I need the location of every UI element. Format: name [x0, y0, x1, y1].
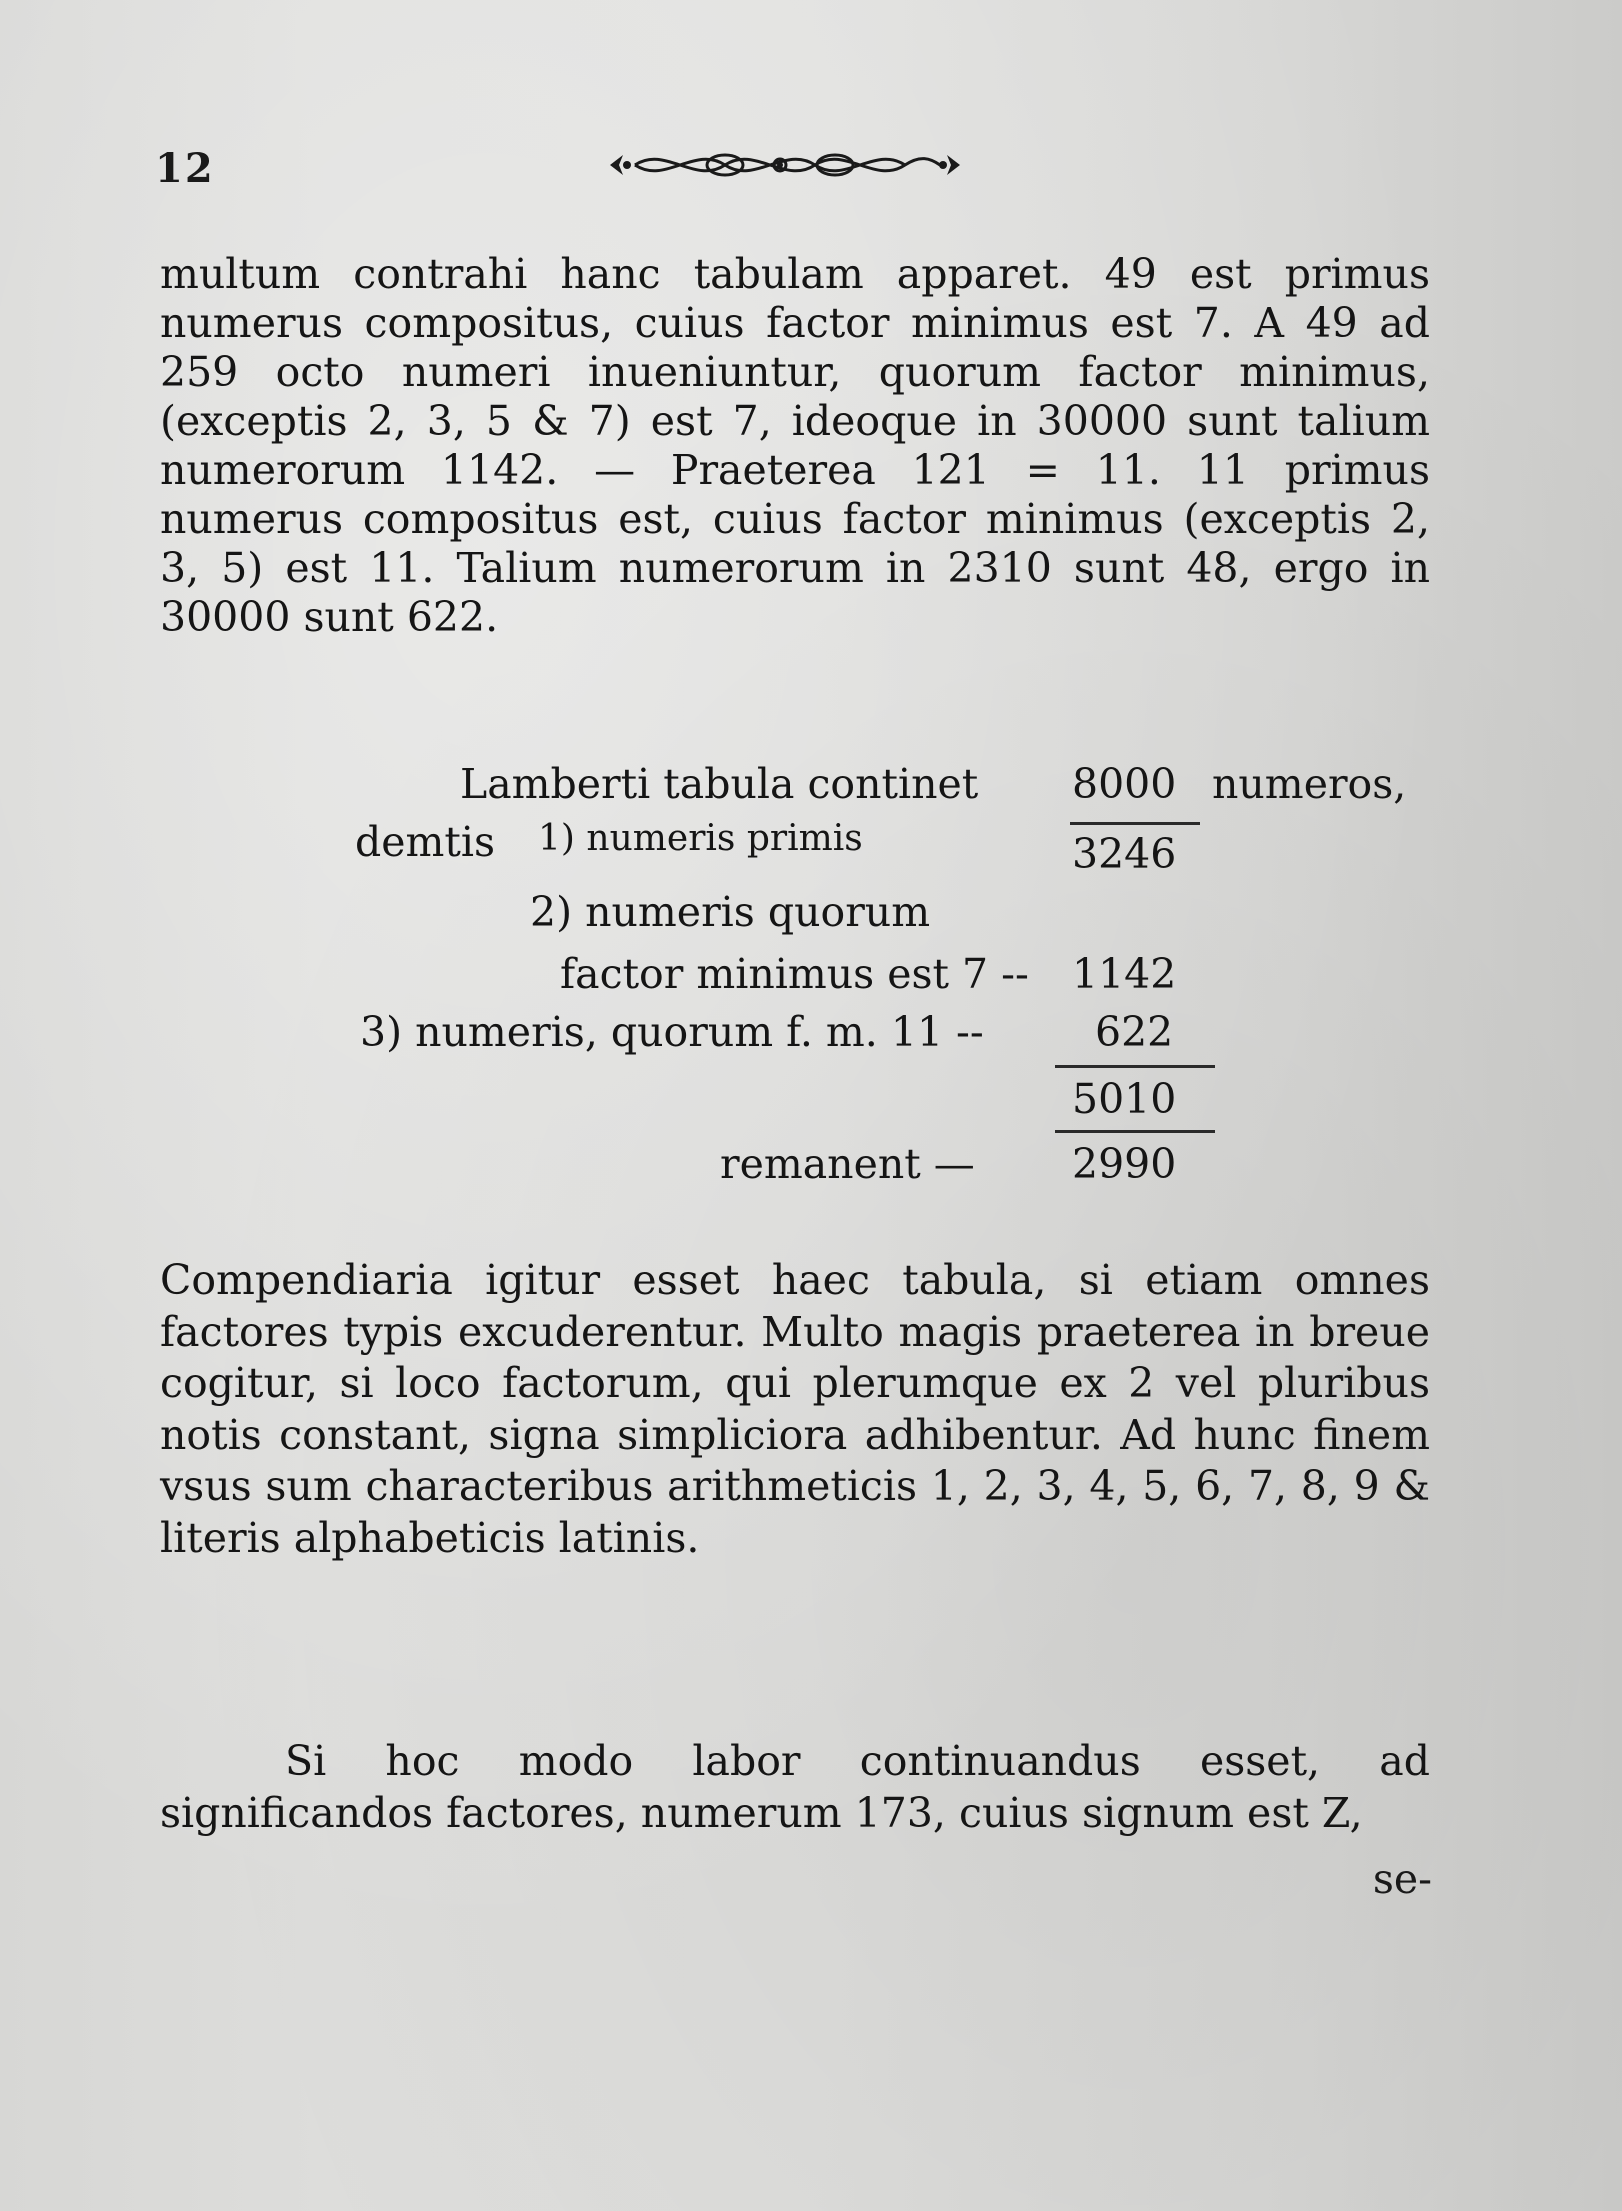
calc-value-2990: 2990: [1072, 1140, 1177, 1188]
catchword: se-: [1372, 1855, 1432, 1903]
calc-line-3: 2) numeris quorum: [530, 888, 931, 936]
calc-value-622: 622: [1095, 1008, 1174, 1056]
calc-value-3246: 3246: [1072, 830, 1177, 878]
calc-line-1: Lamberti tabula continet: [460, 760, 979, 808]
page-number: 12: [155, 145, 215, 192]
calc-value-8000: 8000: [1072, 760, 1177, 808]
calc-line-4: factor minimus est 7 --: [560, 950, 1029, 998]
calc-value-5010: 5010: [1072, 1075, 1177, 1123]
calc-line-2: 1) numeris primis: [538, 818, 863, 859]
rule-sum: [1055, 1065, 1215, 1068]
paragraph-3: [160, 1735, 1430, 1839]
header-ornament-icon: [605, 140, 965, 190]
calc-line-5: 3) numeris, quorum f. m. 11 --: [360, 1008, 984, 1056]
calculation-table: [0, 760, 1622, 1230]
rule-under-8000: [1070, 822, 1200, 825]
rule-difference: [1055, 1130, 1215, 1133]
calc-value-1142: 1142: [1072, 950, 1177, 998]
paragraph-1: multum contrahi hanc tabulam apparet. 49 est primus numerus compositus, cuius factor minimus est 7. A 49 ad 259 octo numeri inueniuntur, quorum factor minimus, (exceptis 2, 3, 5 & 7) est 7, ideoque in 30000 sunt talium numerorum 1142. — Praeterea 121 = 11. 11 primus numerus compositus est, cuius factor minimus (exceptis 2, 3, 5) est 11. Talium numerorum in 2310 sunt 48, ergo in 30000 sunt 622.: [160, 250, 1430, 641]
calc-line-2-label: demtis: [355, 818, 496, 866]
paragraph-2: Compendiaria igitur esset haec tabula, si etiam omnes factores typis excuderentur. Multo magis praeterea in breue cogitur, si loco factorum, qui plerumque ex 2 vel pluribus notis constant, signa simpliciora adhibentur. Ad hunc finem vsus sum characteribus arithmeticis 1, 2, 3, 4, 5, 6, 7, 8, 9 & literis alphabeticis latinis.: [160, 1256, 1430, 1562]
page-header: [155, 140, 1435, 200]
calc-line-1-tail: numeros,: [1212, 760, 1407, 808]
calc-line-7: remanent —: [720, 1140, 975, 1188]
paragraph-3-text: Si hoc modo labor continuandus esset, ad significandos factores, numerum 173, cuius signum est Z,: [160, 1737, 1430, 1837]
